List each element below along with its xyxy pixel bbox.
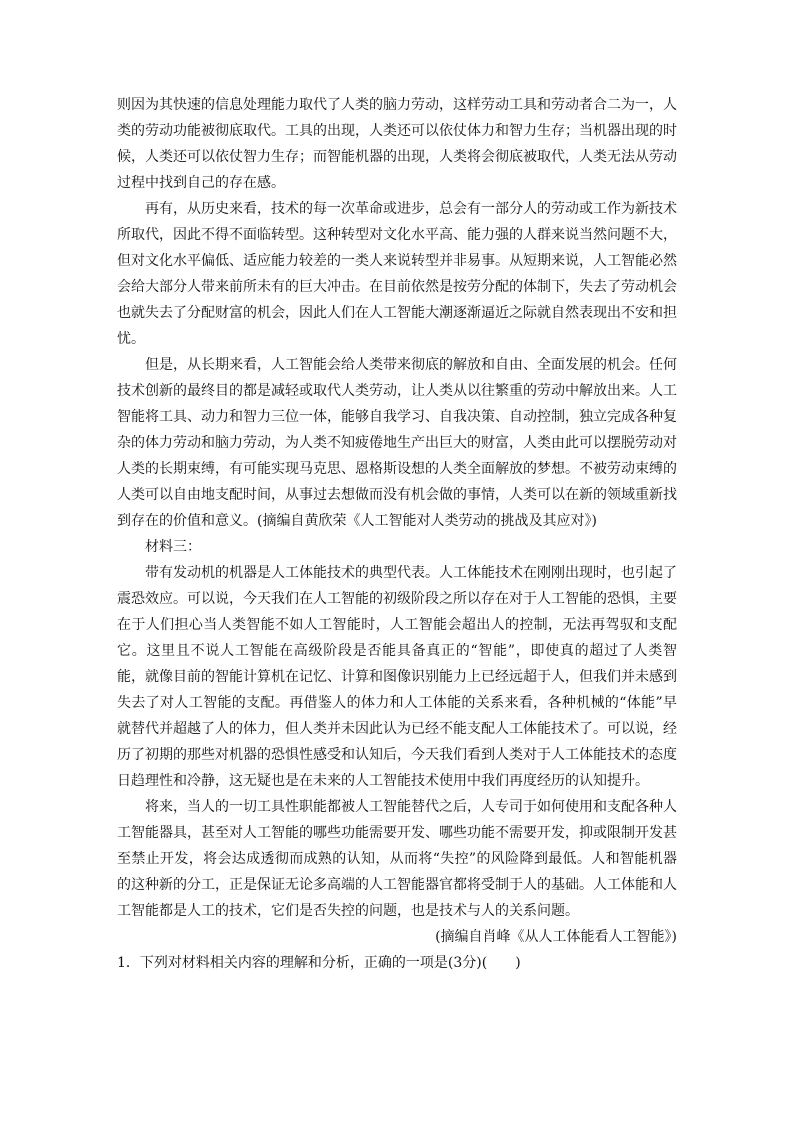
material-label: 材料三：: [145, 539, 201, 555]
source-citation: (摘编自肖峰《从人工体能看人工智能》): [435, 929, 677, 945]
paragraph: 再有，从历史来看，技术的每一次革命或进步，总会有一部分人的劳动或工作为新技术所取代，因此不得不面临转型。这种转型对文化水平高、能力强的人群来说当然问题不大，但对文化水平偏低、适应能力较差的一类人来说转型并非易事。从短期来说，人工智能必然会给大部分人带来前所未有的巨大冲击。在目前依然是按劳分配的体制下，失去了劳动机会也就失去了分配财富的机会，因此人们在人工智能大潮逐渐逼近之际就自然表现出不安和担忧。: [117, 201, 677, 347]
paragraph: 但是，从长期来看，人工智能会给人类带来彻底的解放和自由、全面发展的机会。任何技术创新的最终目的都是减轻或取代人类劳动，让人类从以往繁重的劳动中解放出来。人工智能将工具、动力和智力三位一体，能够自我学习、自我决策、自动控制，独立完成各种复杂的体力劳动和脑力劳动，为人类不知疲倦地生产出巨大的财富，人类由此可以摆脱劳动对人类的长期束缚，有可能实现马克思、恩格斯设想的人类全面解放的梦想。不被劳动束缚的人类可以自由地支配时间，从事过去想做而没有机会做的事情，人类可以在新的领域重新找到存在的价值和意义。(摘编自黄欣荣《人工智能对人类劳动的挑战及其应对》): [117, 357, 677, 529]
paragraph: 将来，当人的一切工具性职能都被人工智能替代之后，人专司于如何使用和支配各种人工智能器具，甚至对人工智能的哪些功能需要开发、哪些功能不需要开发，抑或限制开发甚至禁止开发，将会达成透彻而成熟的认知，从而将“失控”的风险降到最低。人和智能机器的这种新的分工，正是保证无论多高端的人工智能器官都将受制于人的基础。人工体能和人工智能都是人工的技术，它们是否失控的问题，也是技术与人的关系问题。: [117, 799, 677, 919]
paragraph: 带有发动机的机器是人工体能技术的典型代表。人工体能技术在刚刚出现时，也引起了震恐效应。可以说，今天我们在人工智能的初级阶段之所以存在对于人工智能的恐惧，主要在于人们担心当人类智能不如人工智能时，人工智能会超出人的控制，无法再驾驭和支配它。这里且不说人工智能在高级阶段是否能具备真正的“智能”，即使真的超过了人类智能，就像目前的智能计算机在记忆、计算和图像识别能力上已经远超于人，但我们并未感到失去了对人工智能的支配。再借鉴人的体力和人工体能的关系来看，各种机械的“体能”早就替代并超越了人的体力，但人类并未因此认为已经不能支配人工体能技术了。可以说，经历了初期的那些对机器的恐惧性感受和认知后，今天我们看到人类对于人工体能技术的态度日趋理性和冷静，这无疑也是在未来的人工智能技术使用中我们再度经历的认知提升。: [117, 565, 677, 789]
paragraph: 则因为其快速的信息处理能力取代了人类的脑力劳动，这样劳动工具和劳动者合二为一，人类的劳动功能被彻底取代。工具的出现，人类还可以依仗体力和智力生存；当机器出现的时候，人类还可以依仗智力生存；而智能机器的出现，人类将会彻底被取代，人类无法从劳动过程中找到自己的存在感。: [117, 97, 677, 191]
question-text: 1．下列对材料相关内容的理解和分析，正确的一项是(3分)( ): [117, 955, 521, 971]
document-body: [117, 92, 677, 976]
